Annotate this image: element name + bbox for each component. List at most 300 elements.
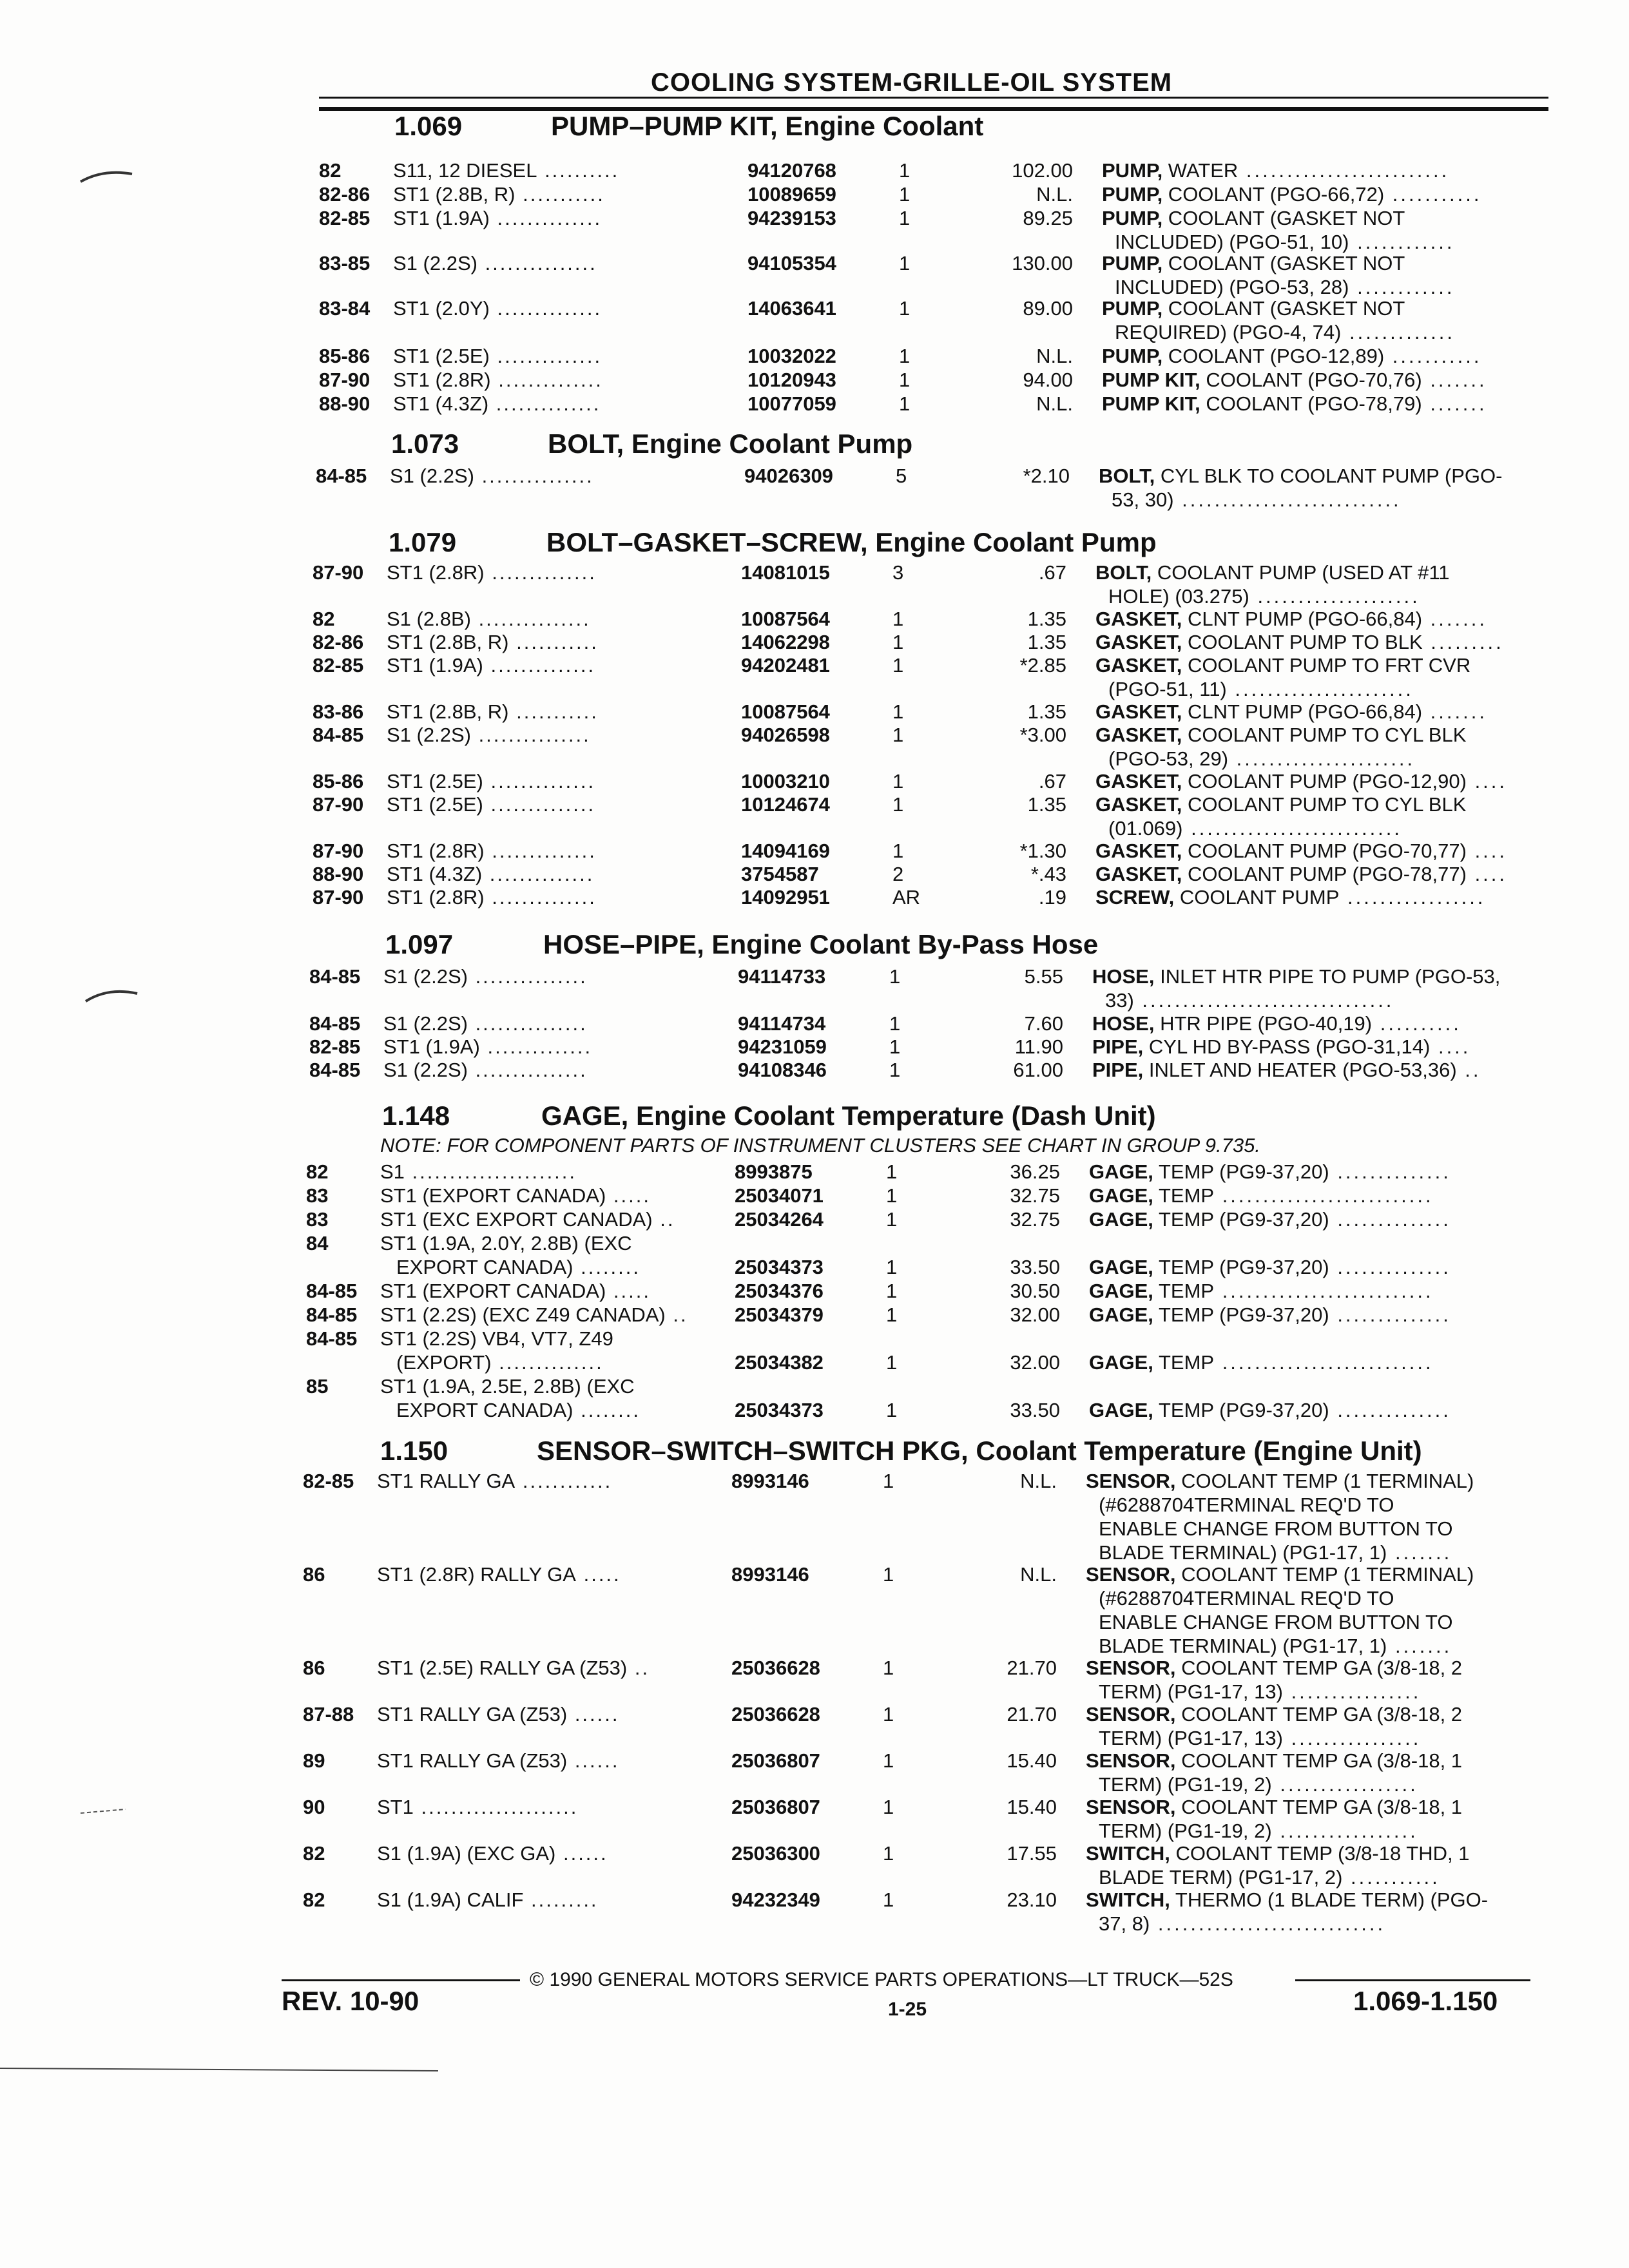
application: [377, 1888, 599, 1912]
application-text: ST1 (1.9A, 2.0Y, 2.8B) (EXC: [380, 1232, 632, 1254]
leader-dots: ..............: [488, 392, 601, 415]
description: [1099, 464, 1502, 488]
description-text-line: ENABLE CHANGE FROM BUTTON TO: [1099, 1517, 1453, 1540]
model-years: 86: [303, 1563, 325, 1586]
leader-dots: ...............: [470, 724, 591, 746]
part-number: 25036628: [731, 1657, 820, 1679]
application: [387, 561, 597, 584]
application: [387, 839, 597, 863]
part-number: 14092951: [741, 886, 830, 908]
model-years: 85-86: [319, 345, 371, 367]
leader-dots: ....: [1430, 1035, 1471, 1058]
part-number: 25034071: [735, 1184, 824, 1207]
application-text: ST1 RALLY GA (Z53): [377, 1703, 568, 1725]
model-years: 84: [306, 1232, 329, 1254]
description-text-line: (01.069): [1108, 817, 1183, 840]
quantity: 1: [883, 1470, 894, 1492]
application-text: ST1 (1.9A): [387, 654, 483, 677]
leader-dots: ............: [1349, 231, 1455, 253]
part-row: [303, 1795, 1534, 1843]
price: 102.00: [1012, 159, 1073, 182]
quantity: 1: [883, 1796, 894, 1818]
application-text: ST1 (4.3Z): [393, 392, 489, 415]
leader-dots: ......................: [404, 1160, 577, 1183]
description-text: INLET HTR PIPE TO PUMP (PGO-53,: [1154, 965, 1501, 988]
application-text: ST1 RALLY GA: [377, 1470, 516, 1492]
price: 32.00: [1010, 1303, 1060, 1326]
model-years: 83: [306, 1208, 329, 1231]
description-text: WATER: [1162, 159, 1239, 182]
leader-dots: ..............: [489, 345, 602, 367]
quantity: 1: [886, 1351, 898, 1374]
description-text: THERMO (1 BLADE TERM) (PGO-: [1170, 1888, 1489, 1911]
description-part-name: GASKET,: [1095, 840, 1182, 862]
part-number: 10032022: [747, 345, 836, 367]
price: 15.40: [1007, 1796, 1057, 1818]
footer-rule-right: [1295, 1979, 1530, 1981]
leader-dots: ..............: [484, 840, 597, 862]
leader-dots: .................: [1271, 1820, 1418, 1842]
part-row: [306, 1279, 1534, 1303]
description-text: HTR PIPE (PGO-40,19): [1154, 1012, 1373, 1035]
description: [1089, 1303, 1451, 1327]
description-text-line: TERM) (PG1-17, 13): [1099, 1727, 1283, 1749]
description-part-name: SENSOR,: [1086, 1657, 1176, 1679]
price: .67: [1038, 770, 1066, 793]
part-row: [319, 251, 1534, 299]
price: 21.70: [1007, 1703, 1057, 1725]
leader-dots: ............: [515, 1470, 613, 1492]
part-row: [306, 1374, 1534, 1422]
part-row: [313, 839, 1534, 863]
description-part-name: PUMP,: [1102, 159, 1163, 182]
model-years: 82: [313, 608, 335, 630]
model-years: 83-86: [313, 700, 364, 723]
description: [1095, 793, 1466, 816]
description-part-name: GAGE,: [1089, 1256, 1153, 1278]
part-number: 94114734: [738, 1012, 826, 1035]
part-row: [303, 1562, 1534, 1658]
model-years: 84-85: [309, 1012, 361, 1035]
leader-dots: ......................: [1226, 678, 1414, 700]
quantity: 1: [892, 631, 904, 653]
leader-dots: ..........................: [1214, 1184, 1434, 1207]
model-years: 88-90: [319, 392, 371, 415]
leader-dots: .......: [1387, 1541, 1452, 1564]
description-text: COOLANT PUMP: [1174, 886, 1340, 908]
price: 1.35: [1027, 608, 1066, 630]
description: [1086, 1749, 1462, 1773]
price: 17.55: [1007, 1842, 1057, 1865]
model-years: 86: [303, 1657, 325, 1679]
description: [1092, 1058, 1481, 1082]
description-part-name: GASKET,: [1095, 608, 1182, 630]
description-part-name: HOSE,: [1092, 965, 1155, 988]
leader-dots: .......: [1422, 369, 1487, 391]
description-text-line: TERM) (PG1-19, 2): [1099, 1773, 1272, 1796]
leader-dots: .........................: [1238, 159, 1450, 182]
leader-dots: ....................: [1249, 585, 1420, 608]
header-rule-top: [319, 97, 1548, 99]
description-part-name: GASKET,: [1095, 770, 1182, 793]
application-text: S1 (2.8B): [387, 608, 471, 630]
description-text-line: REQUIRED) (PGO-4, 74): [1115, 321, 1342, 343]
description-part-name: BOLT,: [1099, 465, 1155, 487]
price: 32.00: [1010, 1351, 1060, 1374]
section-title: BOLT–GASKET–SCREW, Engine Coolant Pump: [546, 527, 1157, 557]
part-number: 25034379: [735, 1303, 824, 1326]
description: [1086, 1841, 1469, 1865]
part-row: [303, 1749, 1534, 1796]
description-continued: [1105, 988, 1394, 1012]
model-years: 87-90: [313, 561, 364, 584]
application: [393, 392, 601, 416]
description-text: COOLANT (GASKET NOT: [1162, 207, 1405, 229]
leader-dots: .............: [1341, 321, 1455, 343]
quantity: 1: [883, 1888, 894, 1911]
description-continued: [1115, 320, 1455, 344]
part-row: [316, 464, 1534, 512]
application: [377, 1749, 620, 1773]
part-row: [309, 1035, 1534, 1059]
leader-dots: .......: [1422, 700, 1487, 723]
description: [1089, 1398, 1451, 1422]
price: .67: [1038, 561, 1066, 584]
description-continued: [1115, 275, 1454, 299]
quantity: 5: [896, 465, 907, 487]
quantity: 1: [883, 1703, 894, 1725]
application-text: ST1 (1.9A): [393, 207, 490, 229]
quantity: 3: [892, 561, 904, 584]
application: [377, 1469, 612, 1493]
application-text-line2: EXPORT CANADA): [396, 1399, 574, 1421]
footer-rule-left: [282, 1979, 520, 1981]
description-part-name: SCREW,: [1095, 886, 1175, 908]
application: [387, 607, 591, 631]
application-text: ST1: [377, 1796, 414, 1818]
application: [380, 1231, 632, 1255]
part-number: 10089659: [747, 183, 836, 206]
description-continued: [1112, 488, 1402, 512]
section-number: 1.148: [382, 1100, 450, 1131]
price: 33.50: [1010, 1256, 1060, 1278]
leader-dots: ..............: [490, 369, 603, 391]
description-part-name: SENSOR,: [1086, 1563, 1176, 1586]
part-number: 25036807: [731, 1749, 820, 1772]
application: [393, 206, 602, 230]
description-part-name: GAGE,: [1089, 1280, 1153, 1302]
description-part-name: SWITCH,: [1086, 1888, 1170, 1911]
application-text: ST1 (1.9A): [383, 1035, 480, 1058]
description-text-line: TERM) (PG1-19, 2): [1099, 1820, 1272, 1842]
leader-dots: ............................: [1150, 1912, 1386, 1935]
model-years: 87-88: [303, 1703, 354, 1725]
part-row: [313, 630, 1534, 654]
part-number: 25034264: [735, 1208, 824, 1231]
model-years: 85-86: [313, 770, 364, 793]
price: 89.00: [1023, 297, 1073, 320]
application: [393, 251, 597, 275]
quantity: 1: [899, 183, 911, 206]
application: [387, 885, 597, 909]
part-number: 10087564: [741, 700, 830, 723]
margin-tick-mark-2: [82, 986, 140, 1005]
part-row: [309, 1012, 1534, 1035]
application-text: ST1 (2.8R): [387, 561, 485, 584]
description-text: TEMP: [1153, 1184, 1215, 1207]
leader-dots: .........: [1422, 631, 1504, 653]
leader-dots: ......: [567, 1749, 620, 1772]
application: [383, 1012, 588, 1035]
part-row: [303, 1469, 1534, 1564]
quantity: 1: [889, 1012, 901, 1035]
description-part-name: PUMP KIT,: [1102, 392, 1200, 415]
description-part-name: SENSOR,: [1086, 1749, 1176, 1772]
leader-dots: ...........: [1342, 1866, 1440, 1888]
description-text: COOLANT PUMP (PGO-78,77): [1182, 863, 1467, 885]
leader-dots: ...........................: [1173, 488, 1402, 511]
model-years: 83-84: [319, 297, 371, 320]
leader-dots: ..: [1456, 1059, 1481, 1081]
model-years: 82-85: [303, 1470, 354, 1492]
leader-dots: ................: [1282, 1727, 1422, 1749]
description-text: COOLANT (PGO-78,79): [1200, 392, 1422, 415]
description-text-line: (PGO-53, 29): [1108, 747, 1229, 770]
description-continued: [1099, 1819, 1418, 1843]
description-text: COOLANT PUMP TO CYL BLK: [1182, 793, 1467, 816]
part-row: [319, 344, 1534, 368]
model-years: 85: [306, 1375, 329, 1398]
part-row: [313, 723, 1534, 771]
part-number: 25036807: [731, 1796, 820, 1818]
description: [1095, 862, 1507, 886]
price: 1.35: [1027, 700, 1066, 723]
quantity: 1: [883, 1749, 894, 1772]
application-text: S1 (2.2S): [383, 1012, 468, 1035]
application: [377, 1702, 620, 1726]
leader-dots: ........: [573, 1256, 641, 1278]
part-row: [303, 1656, 1534, 1704]
leader-dots: ..: [652, 1208, 675, 1231]
description-text: COOLANT PUMP TO FRT CVR: [1182, 654, 1471, 677]
description: [1086, 1656, 1462, 1680]
part-number: 3754587: [741, 863, 819, 885]
quantity: 1: [899, 207, 911, 229]
leader-dots: ...........: [1384, 345, 1482, 367]
application-text: ST1 (EXPORT CANADA): [380, 1280, 606, 1302]
description-continued: [1099, 1541, 1452, 1564]
leader-dots: ..............: [1329, 1160, 1451, 1183]
leader-dots: ...............: [474, 465, 594, 487]
quantity: 2: [892, 863, 904, 885]
description-part-name: BOLT,: [1095, 561, 1152, 584]
description: [1102, 182, 1482, 206]
application-text: ST1 (2.5E) RALLY GA (Z53): [377, 1657, 628, 1679]
application: [387, 630, 599, 654]
description-text: COOLANT (PGO-70,76): [1200, 369, 1422, 391]
leader-dots: ...............: [467, 965, 588, 988]
leader-dots: ..............: [479, 1035, 593, 1058]
description: [1102, 344, 1482, 368]
part-number: 10003210: [741, 770, 830, 793]
description-text: TEMP (PG9-37,20): [1153, 1303, 1329, 1326]
leader-dots: .......: [1422, 608, 1487, 630]
part-number: 94026598: [741, 724, 830, 746]
part-row: [313, 561, 1534, 608]
application: [380, 1327, 613, 1350]
application-text: ST1 (2.5E): [393, 345, 490, 367]
application-text-line2: EXPORT CANADA): [396, 1256, 574, 1278]
leader-dots: ....: [1466, 863, 1508, 885]
leader-dots: ..............: [1329, 1303, 1451, 1326]
application-text: S1 (2.2S): [390, 465, 474, 487]
leader-dots: ......: [567, 1703, 620, 1725]
description-text: COOLANT PUMP (PGO-70,77): [1182, 840, 1467, 862]
part-number: 14094169: [741, 840, 830, 862]
description: [1102, 159, 1449, 182]
price: 15.40: [1007, 1749, 1057, 1772]
leader-dots: ....: [1466, 840, 1508, 862]
description-text-line: BLADE TERMINAL) (PG1-17, 1): [1099, 1541, 1387, 1564]
description-text: COOLANT TEMP (3/8-18 THD, 1: [1170, 1842, 1470, 1865]
description: [1095, 653, 1470, 677]
leader-dots: ..........: [1372, 1012, 1461, 1035]
description-part-name: GAGE,: [1089, 1208, 1153, 1231]
part-row: [306, 1207, 1534, 1231]
part-number: 14062298: [741, 631, 830, 653]
description-text-line: 37, 8): [1099, 1912, 1150, 1935]
quantity: 1: [883, 1563, 894, 1586]
description: [1086, 1702, 1462, 1726]
description: [1095, 885, 1485, 909]
application: [377, 1841, 608, 1865]
part-row: [303, 1888, 1534, 1936]
description-text: COOLANT TEMP GA (3/8-18, 1: [1175, 1796, 1463, 1818]
part-number: 94239153: [747, 207, 836, 229]
application: [377, 1795, 578, 1819]
description-part-name: GAGE,: [1089, 1303, 1153, 1326]
bottom-edge-line: [0, 2062, 451, 2075]
description-part-name: SENSOR,: [1086, 1470, 1176, 1492]
part-number: 94114733: [738, 965, 826, 988]
description-text-line: 53, 30): [1112, 488, 1174, 511]
application-text: ST1 (EXC EXPORT CANADA): [380, 1208, 653, 1231]
part-number: 14081015: [741, 561, 830, 584]
description: [1086, 1888, 1488, 1912]
part-row: [306, 1184, 1534, 1207]
application-text: S1 (2.2S): [387, 724, 471, 746]
description-continued: [1099, 1912, 1385, 1936]
part-number: 25034376: [735, 1280, 824, 1302]
quantity: 1: [899, 369, 911, 391]
part-number: 25034373: [735, 1399, 824, 1421]
leader-dots: ..............: [483, 654, 596, 677]
leader-dots: ..............: [484, 561, 597, 584]
description-part-name: PUMP KIT,: [1102, 369, 1200, 391]
application-continued: [396, 1350, 604, 1374]
price: *2.10: [1023, 465, 1070, 487]
footer-revision: REV. 10-90: [282, 1986, 419, 2016]
leader-dots: ......: [555, 1842, 608, 1865]
application: [387, 862, 594, 886]
leader-dots: ...............: [477, 252, 597, 274]
application: [390, 464, 594, 488]
part-number: 10077059: [747, 392, 836, 415]
model-years: 90: [303, 1796, 325, 1818]
description: [1095, 723, 1466, 747]
leader-dots: ..............: [483, 793, 596, 816]
leader-dots: ..........................: [1214, 1351, 1434, 1374]
description-text: TEMP (PG9-37,20): [1153, 1160, 1329, 1183]
part-number: 8993875: [735, 1160, 813, 1183]
application: [387, 769, 595, 793]
model-years: 82-86: [313, 631, 364, 653]
price: *3.00: [1019, 724, 1066, 746]
quantity: 1: [883, 1657, 894, 1679]
section-number: 1.097: [385, 929, 454, 959]
section-title: HOSE–PIPE, Engine Coolant By-Pass Hose: [543, 929, 1099, 959]
price: 21.70: [1007, 1657, 1057, 1679]
part-row: [313, 862, 1534, 886]
quantity: AR: [892, 886, 921, 908]
description-continued: [1099, 1680, 1421, 1704]
application-text: S1 (1.9A) (EXC GA): [377, 1842, 556, 1865]
description-text-line: (#6288704TERMINAL REQ'D TO: [1099, 1587, 1394, 1610]
application-text: ST1 (2.8R): [387, 886, 485, 908]
description-text-line: (#6288704TERMINAL REQ'D TO: [1099, 1494, 1394, 1516]
description-text: COOLANT TEMP (1 TERMINAL): [1175, 1470, 1474, 1492]
price: 11.90: [1014, 1035, 1063, 1058]
description-text: COOLANT (PGO-12,89): [1162, 345, 1385, 367]
price: *2.85: [1019, 654, 1066, 677]
quantity: 1: [892, 793, 904, 816]
part-row: [319, 159, 1534, 182]
description: [1095, 630, 1504, 654]
application-text: ST1 (2.2S) VB4, VT7, Z49: [380, 1327, 613, 1350]
model-years: 84-85: [309, 1059, 361, 1081]
description-text: COOLANT PUMP TO BLK: [1182, 631, 1423, 653]
application-text: S1 (1.9A) CALIF: [377, 1888, 524, 1911]
application-text: ST1 (2.8R): [387, 840, 485, 862]
quantity: 1: [899, 392, 911, 415]
description: [1089, 1160, 1451, 1184]
leader-dots: ..............: [1329, 1399, 1451, 1421]
description: [1102, 296, 1405, 320]
application: [380, 1160, 577, 1184]
description-part-name: GASKET,: [1095, 654, 1182, 677]
price: 130.00: [1012, 252, 1073, 274]
model-years: 82: [303, 1842, 325, 1865]
leader-dots: .....................: [413, 1796, 579, 1818]
quantity: 1: [892, 700, 904, 723]
part-row: [309, 1058, 1534, 1082]
leader-dots: ..........: [537, 159, 620, 182]
price: *.43: [1030, 863, 1066, 885]
application-text: S1: [380, 1160, 405, 1183]
description-text-line: INCLUDED) (PGO-51, 10): [1115, 231, 1349, 253]
description-part-name: PUMP,: [1102, 345, 1163, 367]
description-continued: [1108, 584, 1420, 608]
model-years: 83: [306, 1184, 329, 1207]
section-number: 1.079: [389, 527, 457, 557]
model-years: 83-85: [319, 252, 371, 274]
application: [387, 700, 599, 724]
part-number: 10120943: [747, 369, 836, 391]
leader-dots: ...........: [508, 700, 599, 723]
leader-dots: ..............: [482, 863, 595, 885]
description-part-name: PUMP,: [1102, 252, 1163, 274]
description-text: TEMP (PG9-37,20): [1153, 1256, 1329, 1278]
